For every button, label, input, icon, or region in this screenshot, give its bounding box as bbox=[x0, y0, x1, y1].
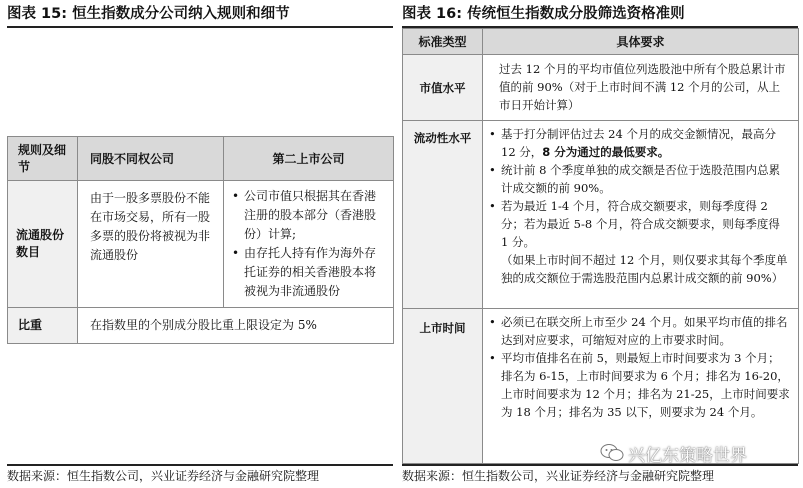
secondary-float-rules bbox=[224, 181, 394, 308]
table-row bbox=[403, 55, 799, 121]
wvr-float-rule: 由于一股多票股份不能在市场交易，所有一股多票的股份将被视为非流通股份 bbox=[78, 181, 224, 308]
left-source-note: 数据来源：恒生指数公司，兴业证券经济与金融研究院整理 bbox=[7, 469, 320, 483]
secondary-float-list bbox=[232, 187, 387, 301]
list-item: • 公司市值只根据其在香港注册的股本部分（香港股份）计算; bbox=[232, 187, 387, 244]
list-item: • 平均市值排名在前 5，则最短上市时间要求为 3 个月；排名为 6-15，上市时间要求为 6 个月；排名为 16-20，上市时间要求为 12 个月；排名为 21-25，上市时间要求为 18 个月；排名为 35 以下，则要求为 24 个月。 bbox=[489, 349, 790, 421]
wechat-icon bbox=[600, 443, 624, 463]
weight-cap-rule: 在指数里的个别成分股比重上限设定为 5% bbox=[78, 308, 394, 344]
table-row bbox=[8, 308, 394, 344]
index-inclusion-rules-table bbox=[7, 136, 394, 344]
liquidity-score-text: 基于打分制评估过去 24 个月的成交金额情况，最高分 12 分， bbox=[501, 127, 776, 159]
right-panel bbox=[402, 28, 798, 463]
right-source-note: 数据来源：恒生指数公司，兴业证券经济与金融研究院整理 bbox=[402, 469, 715, 483]
liquidity-note: （如果上市时间不超过 12 个月，则仅要求其每个季度单独的成交额位于需选股范围内总累计成交额的前 90%） bbox=[501, 253, 788, 285]
list-item: • 由存托人持有作为海外存托证券的相关香港股本将被视为非流通股份 bbox=[232, 244, 387, 301]
watermark-text: 兴亿东策略世界 bbox=[628, 445, 747, 466]
left-source-rule bbox=[7, 464, 393, 466]
table-row bbox=[403, 121, 799, 309]
list-item: • 统计前 8 个季度单独的成交额是否位于选股范围内总累计成交额的前 90%。 bbox=[489, 161, 790, 197]
list-item: • 必须已在联交所上市至少 24 个月。如果平均市值的排名达到对应要求，可缩短对应的上市要求时间。 bbox=[489, 313, 790, 349]
header-rules: 规则及细节 bbox=[8, 137, 78, 181]
row-label-liquidity: 流动性水平 bbox=[403, 121, 483, 309]
left-figure-title: 图表 15: 恒生指数成分公司纳入规则和细节 bbox=[7, 6, 290, 22]
liquidity-list bbox=[489, 125, 790, 251]
row-label-market-cap: 市值水平 bbox=[403, 55, 483, 121]
table-header-row bbox=[8, 137, 394, 181]
liquidity-requirements bbox=[483, 121, 799, 309]
header-criteria-type: 标准类型 bbox=[403, 29, 483, 55]
market-cap-requirement: 过去 12 个月的平均市值位列选股池中所有个股总累计市值的前 90%（对于上市时间不满 12 个月的公司，从上市日开始计算） bbox=[483, 55, 799, 121]
list-item bbox=[489, 125, 790, 161]
right-figure-title: 图表 16: 传统恒生指数成分股筛选资格准则 bbox=[402, 6, 685, 22]
table-header-row bbox=[403, 29, 799, 55]
row-label-weight: 比重 bbox=[8, 308, 78, 344]
table-row bbox=[8, 181, 394, 308]
listing-time-list bbox=[489, 313, 790, 421]
row-label-float-shares: 流通股份数目 bbox=[8, 181, 78, 308]
left-panel bbox=[7, 28, 393, 463]
liquidity-min-score: 8 分为通过的最低要求。 bbox=[542, 145, 670, 159]
row-label-listing-time: 上市时间 bbox=[403, 309, 483, 464]
header-requirements: 具体要求 bbox=[483, 29, 799, 55]
header-wvr-companies: 同股不同权公司 bbox=[78, 137, 224, 181]
header-secondary-listing: 第二上市公司 bbox=[224, 137, 394, 181]
list-item: • 若为最近 1-4 个月，符合成交额要求，则每季度得 2 分；若为最近 5-8 个月，符合成交额要求，则每季度得 1 分。 bbox=[489, 197, 790, 251]
wechat-watermark bbox=[600, 440, 800, 466]
eligibility-criteria-table bbox=[402, 28, 799, 464]
